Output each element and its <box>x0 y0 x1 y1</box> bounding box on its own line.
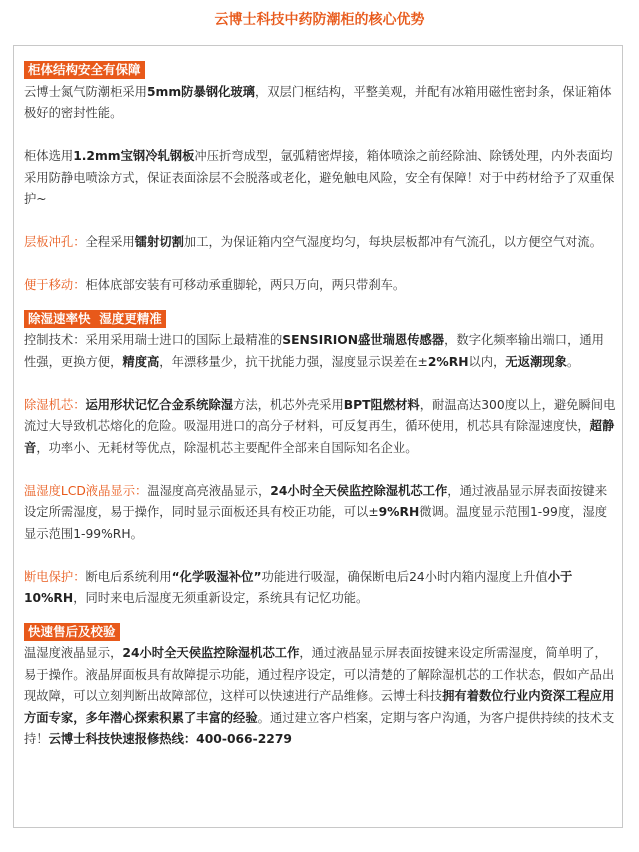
section-header-service: 快速售后及校验 <box>24 623 120 641</box>
paragraph-mobility <box>24 275 616 297</box>
text: 温湿度高亮液晶显示， <box>147 483 271 498</box>
text: 柜体底部安装有可移动承重脚轮，两只万向，两只带刹车。 <box>85 278 406 292</box>
feature-label: 便于移动： <box>24 278 86 292</box>
highlight-text: 拥有着数位行业内资深工程应用方面专家，多年潜心探索积累了丰富的经验 <box>24 689 615 725</box>
highlight-text: 小于10%RH <box>24 569 573 605</box>
text: ，双层门框结构，平整美观，并配有冰箱用磁性密封条，保证箱体极好的密封性能。 <box>24 84 612 120</box>
feature-label: 层板冲孔： <box>24 235 86 249</box>
text: ，功率小、无耗材等优点，除湿机芯主要配件全部来自国际知名企业。 <box>36 440 418 455</box>
highlight-text: 2%RH <box>427 354 469 369</box>
paragraph-shelf <box>24 232 616 254</box>
text: ，数字化频率输出端口，通用性强，更换方便， <box>24 333 604 369</box>
text: 。 <box>566 354 580 369</box>
highlight-text: 运用形状记忆合金系统除湿 <box>85 397 234 412</box>
text: 以内， <box>468 354 506 369</box>
text: 控制技术：采用采用瑞士进口的国际上最精准的 <box>24 333 283 347</box>
text: 功能进行吸湿，确保断电后24小时内箱内湿度上升值 <box>261 569 548 584</box>
highlight-text: 镭射切割 <box>134 235 184 249</box>
feature-label: 断电保护： <box>24 569 86 584</box>
content-body <box>24 60 616 751</box>
highlight-text: SENSIRION盛世瑞恩传感器 <box>282 333 445 347</box>
text: ，通过液晶显示屏表面按键来设定所需湿度，易于操作，同时显示面板还具有校正功能，可以± <box>24 483 608 519</box>
paragraph-power-off <box>24 567 616 610</box>
paragraph-steel <box>24 146 616 211</box>
text: ，年漂移量少，抗干扰能力强，湿度显示误差在± <box>159 354 428 369</box>
text: ，通过液晶显示屏表面按键来设定所需湿度，简单明了，易于操作。液晶屏面板具有故障提示功能，通过程序设定，可以清楚的了解除湿机芯的工作状态，假如产品出现故障，可以立刻判断出故障部位，这样可以快速进行产品维修。云博士科技 <box>24 646 615 703</box>
highlight-text: 1.2mm宝钢冷轧钢板 <box>73 149 195 163</box>
section-header-structure: 柜体结构安全有保障 <box>24 61 145 79</box>
paragraph-lcd <box>24 481 616 546</box>
paragraph-service <box>24 643 616 751</box>
section-header-dehumidify: 除湿速率快 湿度更精准 <box>24 310 166 328</box>
text: ，同时来电后湿度无须重新设定，系统具有记忆功能。 <box>73 591 369 605</box>
highlight-text: 精度高 <box>122 354 160 369</box>
text: 柜体选用 <box>24 149 74 163</box>
text: 云博士氮气防潮柜采用 <box>24 84 147 99</box>
feature-label: 温湿度LCD液晶显示： <box>24 483 148 498</box>
highlight-text: 24小时全天侯监控除湿机芯工作 <box>270 483 448 498</box>
highlight-text: “化学吸湿补位” <box>171 569 262 584</box>
text: 。通过建立客户档案，定期与客户沟通，为客户提供持续的技术支持！ <box>24 710 615 746</box>
highlight-text: 9%RH <box>378 505 420 519</box>
text: 加工，为保证箱内空气湿度均匀，每块层板都冲有气流孔，以方便空气对流。 <box>183 235 603 249</box>
highlight-text: 5mm防暴钢化玻璃 <box>146 84 255 99</box>
feature-label: 除湿机芯： <box>24 397 86 412</box>
paragraph-core <box>24 395 616 460</box>
text: 微调。温度显示范围1-99度，湿度显示范围1-99%RH。 <box>24 505 608 541</box>
text: 全程采用 <box>85 235 135 249</box>
text: 冲压折弯成型，氩弧精密焊接，箱体喷涂之前经除油、除锈处理，内外表面均采用防静电喷涂方式，保证表面涂层不会脱落或老化，避免触电风险，安全有保障！对于中药材给予了双重保护~ <box>24 149 615 206</box>
text: 温湿度液晶显示， <box>24 646 123 660</box>
text: 断电后系统利用 <box>85 569 172 584</box>
hotline-text: 云博士科技快速报修热线：400-066-2279 <box>48 732 292 746</box>
highlight-text: 超静音 <box>24 419 615 455</box>
highlight-text: BPT阻燃材料 <box>343 397 420 412</box>
text: ，耐温高达300度以上，避免瞬间电流过大导致机芯熔化的危险。吸湿用进口的高分子材料，可反复再生，循环使用，机芯具有除湿速度快， <box>24 397 616 433</box>
text: 方法，机芯外壳采用 <box>233 397 344 412</box>
highlight-text: 24小时全天侯监控除湿机芯工作 <box>122 646 300 660</box>
paragraph-glass <box>24 82 616 125</box>
page-title: 云博士科技中药防潮柜的核心优势 <box>214 12 425 28</box>
paragraph-control <box>24 330 616 373</box>
highlight-text: 无返潮现象 <box>505 354 567 369</box>
